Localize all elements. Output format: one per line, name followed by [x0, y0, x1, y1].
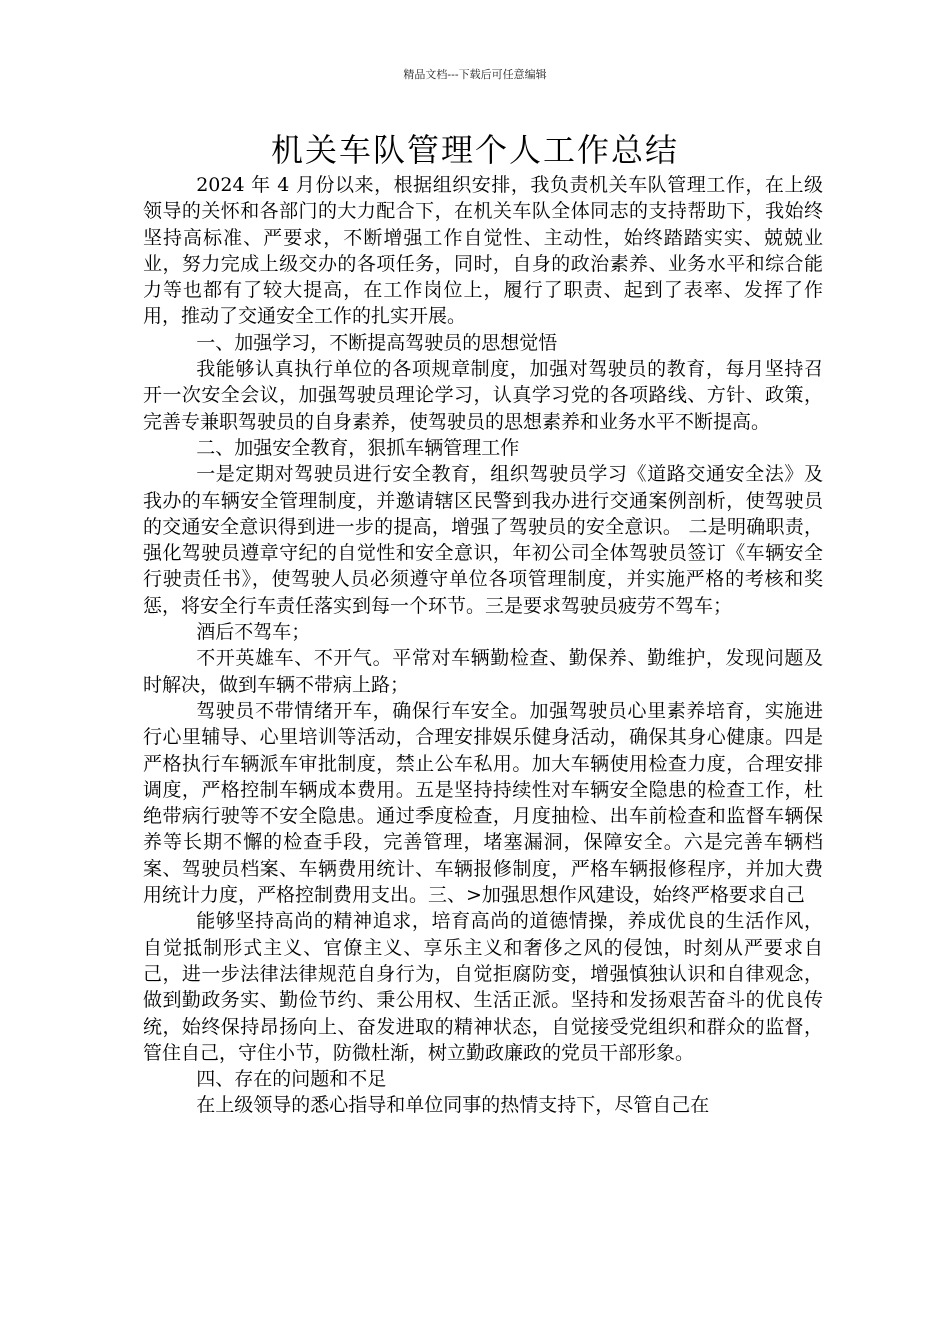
paragraph-safety-3: 不开英雄车、不开气。平常对车辆勤检查、勤保养、勤维护，发现问题及时解决，做到车辆不带病上路； — [143, 647, 823, 696]
paragraph-safety-4: 驾驶员不带情绪开车，确保行车安全。加强驾驶员心里素养培育，实施进行心里辅导、心里培训等活动，合理安排娱乐健身活动，确保其身心健康。四是严格执行车辆派车审批制度，禁止公车私用。加大车辆使用检查力度，合理安排调度，严格控制车辆成本费用。五是坚持持续性对车辆安全隐患的检查工作，杜绝带病行驶等不安全隐患。通过季度检查，月度抽检、出车前检查和监督车辆保养等长期不懈的检查手段，完善管理，堵塞漏洞，保障安全。六是完善车辆档案、驾驶员档案、车辆费用统计、车辆报修制度，严格车辆报修程序，并加大费用统计力度，严格控制费用支出。三、>加强思想作风建设，始终严格要求自己 — [143, 699, 823, 907]
document-body — [143, 172, 823, 1119]
paragraph-issues: 在上级领导的悉心指导和单位同事的热情支持下，尽管自己在 — [196, 1094, 710, 1117]
paragraph-study: 我能够认真执行单位的各项规章制度，加强对驾驶员的教育，每月坚持召开一次安全会议，加强驾驶员理论学习，认真学习党的各项路线、方针、政策，完善专兼职驾驶员的自身素养，使驾驶员的思想素养和业务水平不断提高。 — [143, 358, 823, 433]
paragraph-intro: 2024 年 4 月份以来，根据组织安排，我负责机关车队管理工作，在上级领导的关怀和各部门的大力配合下，在机关车队全体同志的支持帮助下，我始终坚持高标准、严要求，不断增强工作自觉性、主动性，始终踏踏实实、兢兢业业，努力完成上级交办的各项任务，同时，自身的政治素养、业务水平和综合能力等也都有了较大提高，在工作岗位上，履行了职责、起到了表率、发挥了作用，推动了交通安全工作的扎实开展。 — [143, 174, 823, 328]
page-header: 精品文档---下载后可任意编辑 — [403, 68, 547, 81]
document-title: 机关车队管理个人工作总结 — [270, 131, 679, 169]
section-heading-4: 四、存在的问题和不足 — [196, 1068, 387, 1091]
section-heading-1: 一、加强学习，不断提高驾驶员的思想觉悟 — [196, 331, 558, 354]
paragraph-safety-1: 一是定期对驾驶员进行安全教育，组织驾驶员学习《道路交通安全法》及我办的车辆安全管理制度，并邀请辖区民警到我办进行交通案例剖析，使驾驶员的交通安全意识得到进一步的提高，增强了驾驶员的安全意识。 二是明确职责，强化驾驶员遵章守纪的自觉性和安全意识，年初公司全体驾驶员签订《车辆安全行驶责任书》，使驾驶人员必须遵守单位各项管理制度，并实施严格的考核和奖惩，将安全行车责任落实到每一个环节。三是要求驾驶员疲劳不驾车； — [143, 463, 823, 617]
paragraph-safety-2: 酒后不驾车； — [196, 621, 311, 644]
paragraph-conduct: 能够坚持高尚的精神追求，培育高尚的道德情操，养成优良的生活作风，自觉抵制形式主义、官僚主义、享乐主义和奢侈之风的侵蚀，时刻从严要求自己，进一步法律法律规范自身行为，自觉拒腐防变，增强慎独认识和自律观念，做到勤政务实、勤俭节约、秉公用权、生活正派。坚持和发扬艰苦奋斗的优良传统，始终保持昂扬向上、奋发进取的精神状态，自觉接受党组织和群众的监督，管住自己，守住小节，防微杜渐，树立勤政廉政的党员干部形象。 — [143, 910, 823, 1064]
section-heading-2: 二、加强安全教育，狠抓车辆管理工作 — [196, 436, 520, 459]
